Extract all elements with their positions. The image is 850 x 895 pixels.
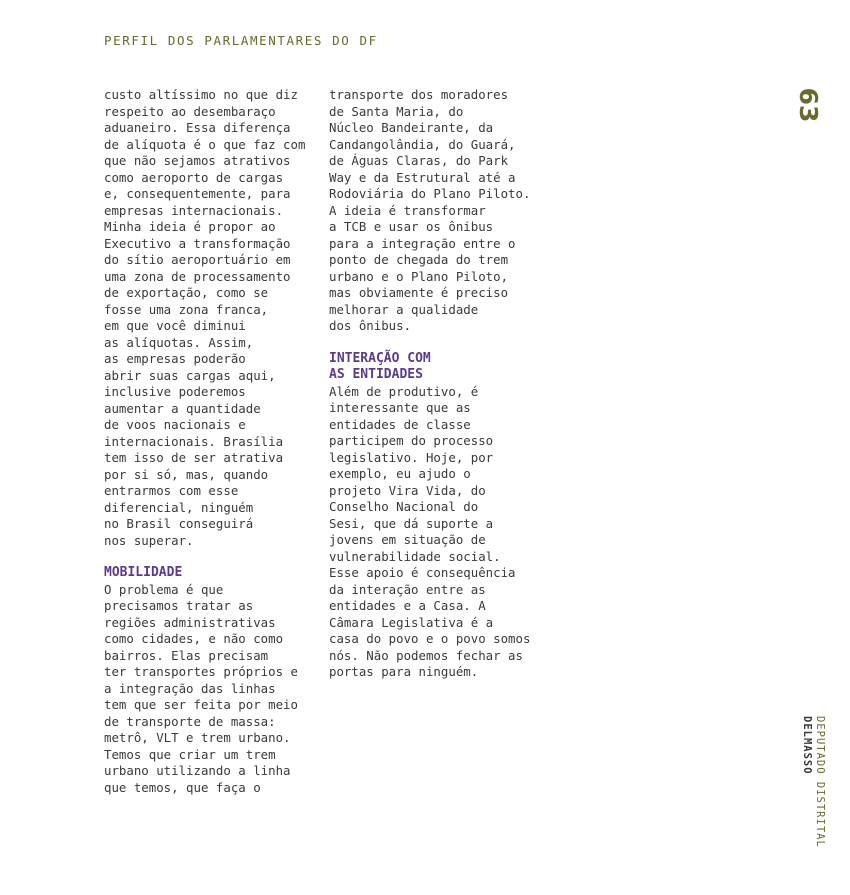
text-line: e, consequentemente, para [104,186,291,201]
text-line: aduaneiro. Essa diferença [104,120,291,135]
text-line: Way e da Estrutural até a [329,169,516,185]
deputy-role: DEPUTADO DISTRITAL [814,716,826,848]
text-line: entidades de classe [329,416,471,432]
text-line: do sítio aeroportuário em [104,252,291,267]
text-line: que não sejamos atrativos [104,153,291,168]
text-line: de transporte de massa: [104,713,276,729]
text-line: Sesi, que dá suporte a [329,515,494,531]
text-line: Além de produtivo, é [329,383,479,399]
text-line: nós. Não podemos fechar as [329,647,523,663]
text-line: aumentar a quantidade [104,400,261,416]
text-line: Rodoviária do Plano Piloto. [329,186,531,201]
text-line: entidades e a Casa. A [329,598,486,613]
right-column [329,87,544,681]
text-line: Câmara Legislativa é a [329,614,494,630]
text-line: de alíquota é o que faz com [104,136,306,152]
text-line: bairros. Elas precisam [104,647,269,663]
text-line: regiões administrativas [104,614,276,630]
text-line: projeto Vira Vida, do [329,482,486,498]
paragraph-customs [104,87,319,549]
text-line: ponto de chegada do trem [329,252,509,267]
paragraph-transport [329,87,544,335]
text-line: custo altíssimo no que diz [104,87,298,102]
text-line: Núcleo Bandeirante, da [329,120,494,135]
deputy-name: DELMASSO [801,716,813,775]
paragraph-gap [104,549,319,565]
text-line: por si só, mas, quando [104,466,269,482]
text-line: metrô, VLT e trem urbano. [104,730,291,745]
text-line: de voos nacionais e [104,417,246,432]
text-line: Temos que criar um trem [104,746,276,762]
text-line: empresas internacionais. [104,202,284,218]
heading-line: AS ENTIDADES [329,367,423,382]
text-line: diferencial, ninguém [104,499,254,515]
text-line: abrir suas cargas aqui, [104,367,276,383]
text-line: A ideia é transformar [329,202,486,218]
heading-mobilidade: MOBILIDADE [104,565,183,580]
text-line: legislativo. Hoje, por [329,449,494,465]
text-line: tem que ser feita por meio [104,697,298,712]
text-line: vulnerabilidade social. [329,548,501,564]
left-column [104,87,319,796]
text-line: dos ônibus. [329,318,412,333]
text-line: portas para ninguém. [329,664,479,679]
text-line: nos superar. [104,532,194,548]
text-line: Minha ideia é propor ao [104,219,276,234]
text-line: a TCB e usar os ônibus [329,219,494,234]
side-caption [800,716,826,848]
text-line: de Águas Claras, do Park [329,153,509,168]
text-line: mas obviamente é preciso [329,285,509,300]
text-line: Candangolândia, do Guará, [329,136,516,152]
text-line: participem do processo [329,433,494,448]
text-line: internacionais. Brasília [104,433,284,449]
text-line: inclusive poderemos [104,384,246,399]
text-line: como cidades, e não como [104,631,284,646]
text-line: no Brasil conseguirá [104,516,254,531]
text-line: em que você diminui [104,318,246,333]
text-line: da interação entre as [329,581,486,597]
text-line: respeito ao desembaraço [104,103,276,119]
text-line: como aeroporto de cargas [104,169,284,185]
text-line: jovens em situação de [329,532,486,547]
text-line: de exportação, como se [104,285,269,300]
text-line: entrarmos com esse [104,483,239,498]
text-line: uma zona de processamento [104,268,291,284]
heading-interacao [329,351,544,384]
paragraph-mobilidade [104,582,319,797]
text-line: que temos, que faça o [104,779,261,795]
text-line: de Santa Maria, do [329,103,464,119]
text-line: Conselho Nacional do [329,499,479,514]
text-line: exemplo, eu ajudo o [329,466,471,481]
text-line: interessante que as [329,400,471,415]
text-line: precisamos tratar as [104,598,254,613]
text-line: Executivo a transformação [104,235,291,251]
text-line: fosse uma zona franca, [104,301,269,317]
text-line: casa do povo e o povo somos [329,631,531,646]
text-line: transporte dos moradores [329,87,509,102]
text-line: Esse apoio é consequência [329,565,516,580]
text-line: as alíquotas. Assim, [104,334,254,350]
text-line: a integração das linhas [104,680,276,696]
text-line: urbano e o Plano Piloto, [329,268,509,284]
text-line: para a integração entre o [329,235,516,251]
paragraph-entidades [329,384,544,681]
text-line: ter transportes próprios e [104,664,298,679]
text-line: tem isso de ser atrativa [104,450,284,465]
running-header: PERFIL DOS PARLAMENTARES DO DF [104,33,378,48]
text-line: urbano utilizando a linha [104,763,291,778]
text-line: O problema é que [104,581,224,597]
text-line: as empresas poderão [104,351,246,366]
page-number: 63 [794,87,823,123]
text-line: melhorar a qualidade [329,301,479,317]
heading-line: INTERAÇÃO COM [329,350,431,366]
paragraph-gap [329,335,544,351]
